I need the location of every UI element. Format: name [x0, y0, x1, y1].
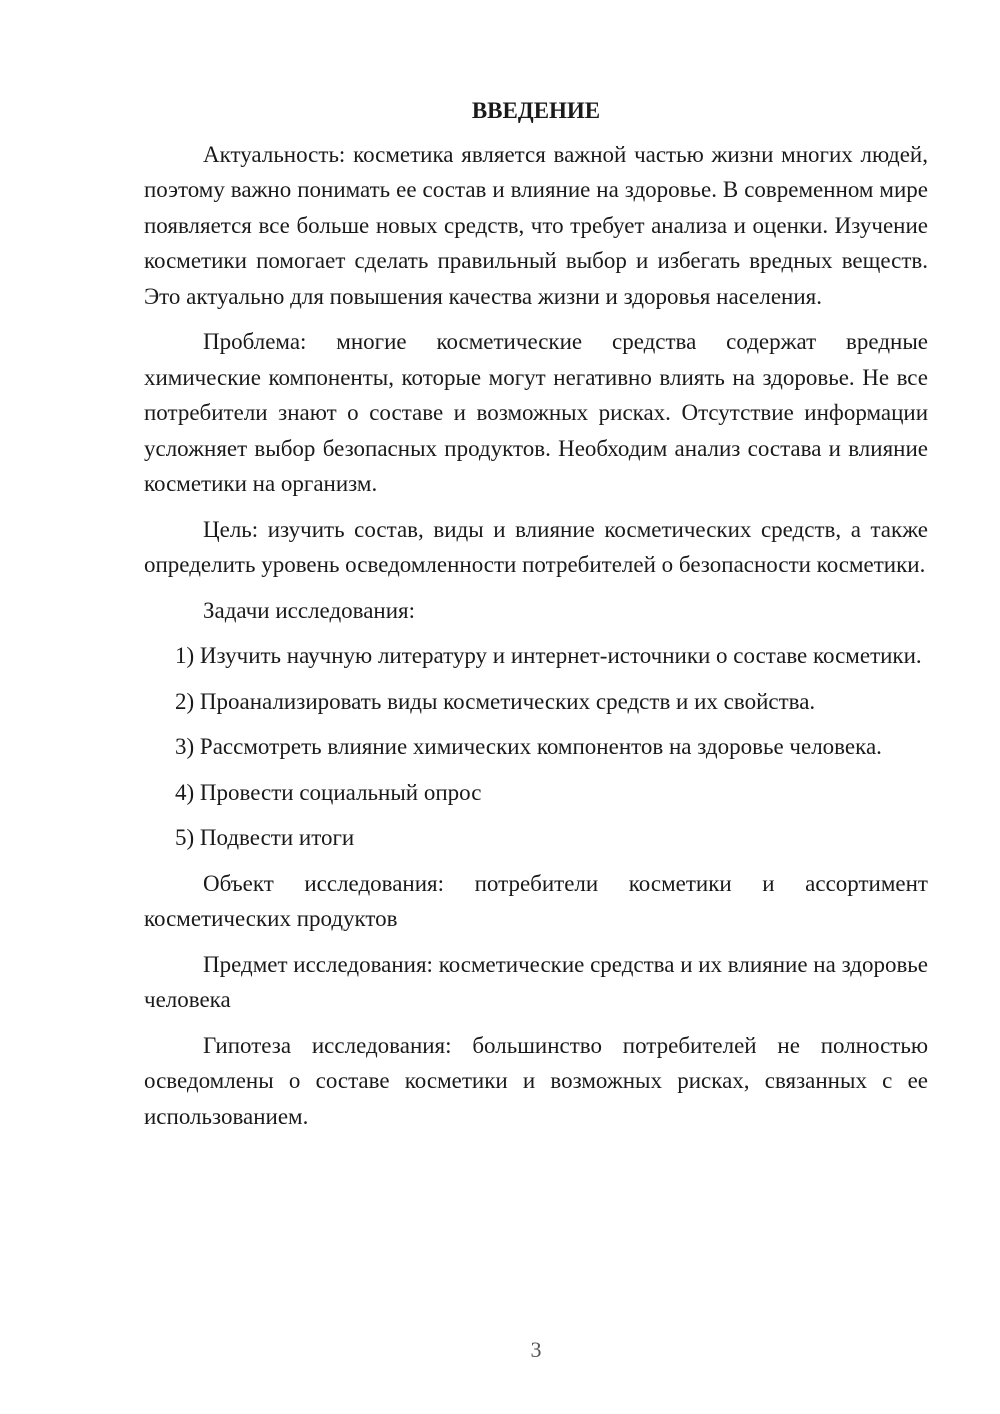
task-item-5: 5) Подвести итоги — [175, 825, 355, 850]
goal-paragraph: Цель: изучить состав, виды и влияние косметических средств, а также определить уровень осведомленности потребителей о безопасности косметики. — [144, 516, 928, 577]
task-item-3: 3) Рассмотреть влияние химических компонентов на здоровье человека. — [175, 734, 882, 759]
relevance-paragraph: Актуальность: косметика является важной частью жизни многих людей, поэтому важно понимать ее состав и влияние на здоровье. В современном мире появляется все больше новых средств, что требует анализа и оценки. Изучение косметики помогает сделать правильный выбор и избегать вредных веществ. Это актуально для повышения качества жизни и здоровья населения. — [144, 141, 928, 309]
hypothesis-paragraph: Гипотеза исследования: большинство потребителей не полностью осведомлены о составе косметики и возможных рисках, связанных с ее использованием. — [144, 1032, 928, 1129]
task-item-2: 2) Проанализировать виды косметических средств и их свойства. — [175, 688, 816, 714]
task-item-1: 1) Изучить научную литературу и интернет-источники о составе косметики. — [175, 643, 922, 668]
problem-paragraph: Проблема: многие косметические средства содержат вредные химические компоненты, которые могут негативно влиять на здоровье. Не все потребители знают о составе и возможных рисках. Отсутствие информации усложняет выбор безопасных продуктов. Необходим анализ состава и влияние косметики на организм. — [144, 329, 928, 496]
subject-paragraph: Предмет исследования: косметические средства и их влияние на здоровье человека — [144, 951, 929, 1012]
tasks-heading: Задачи исследования: — [203, 597, 416, 623]
object-paragraph: Объект исследования: потребители косметики и ассортимент косметических продуктов — [144, 870, 928, 931]
task-item-4: 4) Провести социальный опрос — [175, 779, 482, 805]
page-number: 3 — [530, 1337, 542, 1362]
section-title: ВВЕДЕНИЕ — [471, 98, 601, 123]
page-content — [144, 93, 928, 1144]
